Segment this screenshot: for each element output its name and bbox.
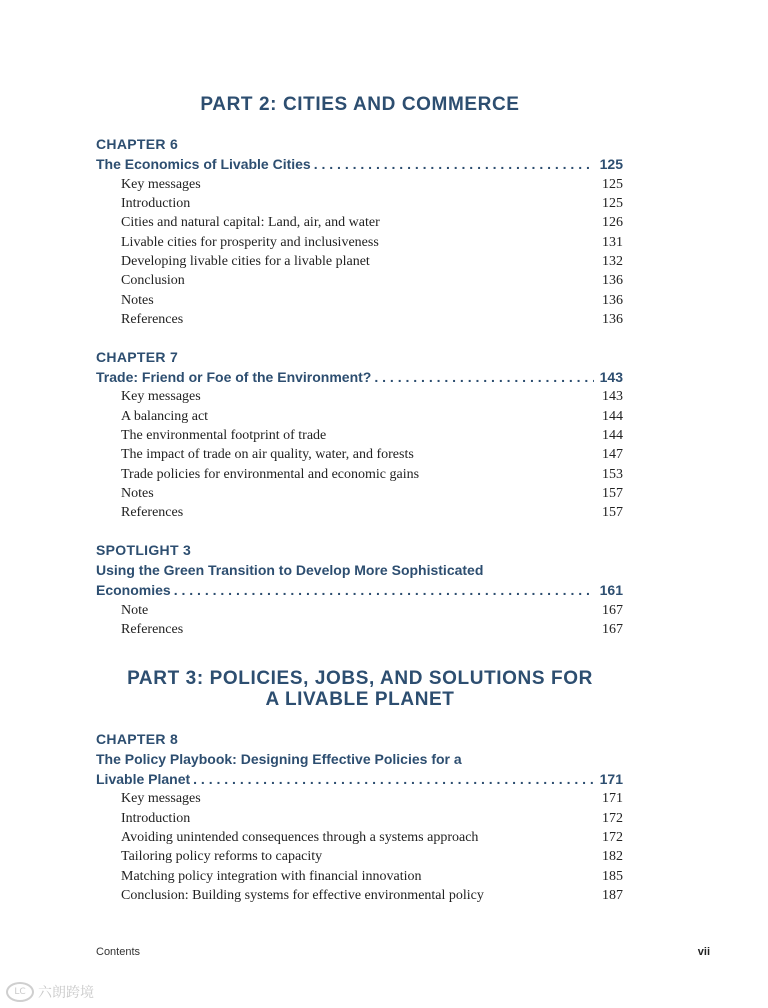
spotlight-3-title-line1[interactable] bbox=[96, 561, 623, 579]
toc-entry-text: Developing livable cities for a livable planet bbox=[121, 254, 370, 269]
toc-entry-page: 125 bbox=[602, 177, 623, 192]
toc-entry-text: Conclusion bbox=[121, 273, 185, 288]
toc-entry-page: 132 bbox=[602, 254, 623, 269]
toc-entry[interactable] bbox=[121, 214, 623, 232]
toc-entry[interactable] bbox=[121, 311, 623, 329]
toc-entry-page: 171 bbox=[602, 791, 623, 806]
toc-entry-page: 144 bbox=[602, 428, 623, 443]
toc-entry-page: 136 bbox=[602, 273, 623, 288]
toc-entry[interactable] bbox=[121, 176, 623, 194]
toc-entry-text: Notes bbox=[121, 293, 154, 308]
toc-entry[interactable] bbox=[121, 292, 623, 310]
toc-entry[interactable] bbox=[121, 485, 623, 503]
toc-entry-page: 143 bbox=[602, 389, 623, 404]
toc-entry-text: References bbox=[121, 312, 184, 327]
toc-entry-text: The environmental footprint of trade bbox=[121, 428, 327, 443]
toc-entry-text: The impact of trade on air quality, water, and forests bbox=[121, 447, 414, 462]
chapter-6-title-row[interactable] bbox=[96, 155, 623, 173]
spotlight-3-title-row[interactable] bbox=[96, 581, 623, 599]
toc-entry-page: 167 bbox=[602, 622, 623, 637]
toc-entry-page: 126 bbox=[602, 215, 623, 230]
spotlight-3-label: SPOTLIGHT 3 bbox=[96, 542, 192, 558]
toc-entry[interactable] bbox=[121, 790, 623, 808]
toc-entry-text: A balancing act bbox=[121, 409, 209, 424]
chapter-6-title[interactable]: The Economics of Livable Cities bbox=[96, 156, 311, 172]
toc-entry[interactable] bbox=[121, 621, 623, 639]
spotlight-3-title[interactable]: Using the Green Transition to Develop More Sophisticated bbox=[96, 562, 484, 578]
toc-entry-text: Matching policy integration with financial innovation bbox=[121, 869, 422, 884]
toc-entry-text: References bbox=[121, 505, 184, 520]
toc-entry[interactable] bbox=[121, 446, 623, 464]
chapter-8-title-row[interactable] bbox=[96, 770, 623, 788]
toc-entry-text: References bbox=[121, 622, 184, 637]
toc-entry[interactable] bbox=[121, 829, 623, 847]
chapter-7-label: CHAPTER 7 bbox=[96, 349, 179, 365]
chapter-8-page: 171 bbox=[599, 771, 623, 787]
spotlight-3-page: 161 bbox=[599, 582, 623, 598]
chapter-8-label: CHAPTER 8 bbox=[96, 731, 179, 747]
toc-entry[interactable] bbox=[121, 848, 623, 866]
toc-entry[interactable] bbox=[121, 602, 623, 620]
chapter-7-title-row[interactable] bbox=[96, 368, 623, 386]
toc-entry[interactable] bbox=[121, 253, 623, 271]
toc-entry-text: Key messages bbox=[121, 177, 201, 192]
toc-entry-text: Cities and natural capital: Land, air, and water bbox=[121, 215, 380, 230]
toc-entry[interactable] bbox=[121, 388, 623, 406]
toc-entry-text: Livable cities for prosperity and inclusiveness bbox=[121, 235, 379, 250]
toc-entry-text: Tailoring policy reforms to capacity bbox=[121, 849, 323, 864]
watermark-text: 六朗跨境 bbox=[38, 985, 94, 1001]
leader-dots bbox=[374, 368, 593, 386]
toc-entry-text: Key messages bbox=[121, 389, 201, 404]
toc-entry-text: Introduction bbox=[121, 196, 191, 211]
toc-entry-text: Conclusion: Building systems for effective environmental policy bbox=[121, 888, 484, 903]
toc-entry[interactable] bbox=[121, 466, 623, 484]
toc-entry[interactable] bbox=[121, 868, 623, 886]
leader-dots bbox=[174, 581, 594, 599]
footer-page-number: vii bbox=[697, 946, 710, 958]
toc-entry[interactable] bbox=[121, 408, 623, 426]
footer-section-label: Contents bbox=[96, 946, 141, 958]
watermark-logo-icon: LC bbox=[6, 982, 34, 1002]
watermark bbox=[6, 982, 94, 1002]
chapter-8-title-line1[interactable] bbox=[96, 750, 623, 768]
toc-entry-page: 136 bbox=[602, 312, 623, 327]
chapter-8-title-cont[interactable]: Livable Planet bbox=[96, 771, 191, 787]
toc-entry-text: Trade policies for environmental and economic gains bbox=[121, 467, 420, 482]
part-3-title-cont: A LIVABLE PLANET bbox=[265, 689, 455, 710]
toc-entry-page: 131 bbox=[602, 235, 623, 250]
part-3-title: PART 3: POLICIES, JOBS, AND SOLUTIONS FOR bbox=[127, 668, 593, 689]
toc-entry-text: Avoiding unintended consequences through a systems approach bbox=[121, 830, 479, 845]
toc-entry-page: 144 bbox=[602, 409, 623, 424]
toc-entry-page: 136 bbox=[602, 293, 623, 308]
toc-entry[interactable] bbox=[121, 810, 623, 828]
toc-entry-text: Notes bbox=[121, 486, 154, 501]
toc-entry-page: 172 bbox=[602, 811, 623, 826]
part-2-title: PART 2: CITIES AND COMMERCE bbox=[200, 94, 520, 115]
toc-entry-page: 182 bbox=[602, 849, 623, 864]
toc-entry[interactable] bbox=[121, 272, 623, 290]
leader-dots bbox=[193, 770, 593, 788]
toc-entry[interactable] bbox=[121, 504, 623, 522]
toc-entry-text: Key messages bbox=[121, 791, 201, 806]
toc-entry-page: 167 bbox=[602, 603, 623, 618]
toc-entry-page: 187 bbox=[602, 888, 623, 903]
toc-entry[interactable] bbox=[121, 195, 623, 213]
chapter-8-title[interactable]: The Policy Playbook: Designing Effective Policies for a bbox=[96, 751, 462, 767]
toc-entry-page: 147 bbox=[602, 447, 623, 462]
toc-entry-page: 185 bbox=[602, 869, 623, 884]
chapter-6-page: 125 bbox=[599, 156, 623, 172]
toc-entry[interactable] bbox=[121, 234, 623, 252]
toc-entry-text: Note bbox=[121, 603, 149, 618]
toc-entry-page: 157 bbox=[602, 505, 623, 520]
toc-entry-page: 157 bbox=[602, 486, 623, 501]
toc-entry-text: Introduction bbox=[121, 811, 191, 826]
chapter-7-page: 143 bbox=[599, 369, 623, 385]
chapter-6-label: CHAPTER 6 bbox=[96, 136, 179, 152]
toc-entry-page: 172 bbox=[602, 830, 623, 845]
chapter-7-title[interactable]: Trade: Friend or Foe of the Environment? bbox=[96, 369, 372, 385]
spotlight-3-title-cont[interactable]: Economies bbox=[96, 582, 171, 598]
toc-entry[interactable] bbox=[121, 427, 623, 445]
toc-entry-page: 125 bbox=[602, 196, 623, 211]
leader-dots bbox=[314, 155, 594, 173]
toc-entry-page: 153 bbox=[602, 467, 623, 482]
toc-entry[interactable] bbox=[121, 887, 623, 905]
